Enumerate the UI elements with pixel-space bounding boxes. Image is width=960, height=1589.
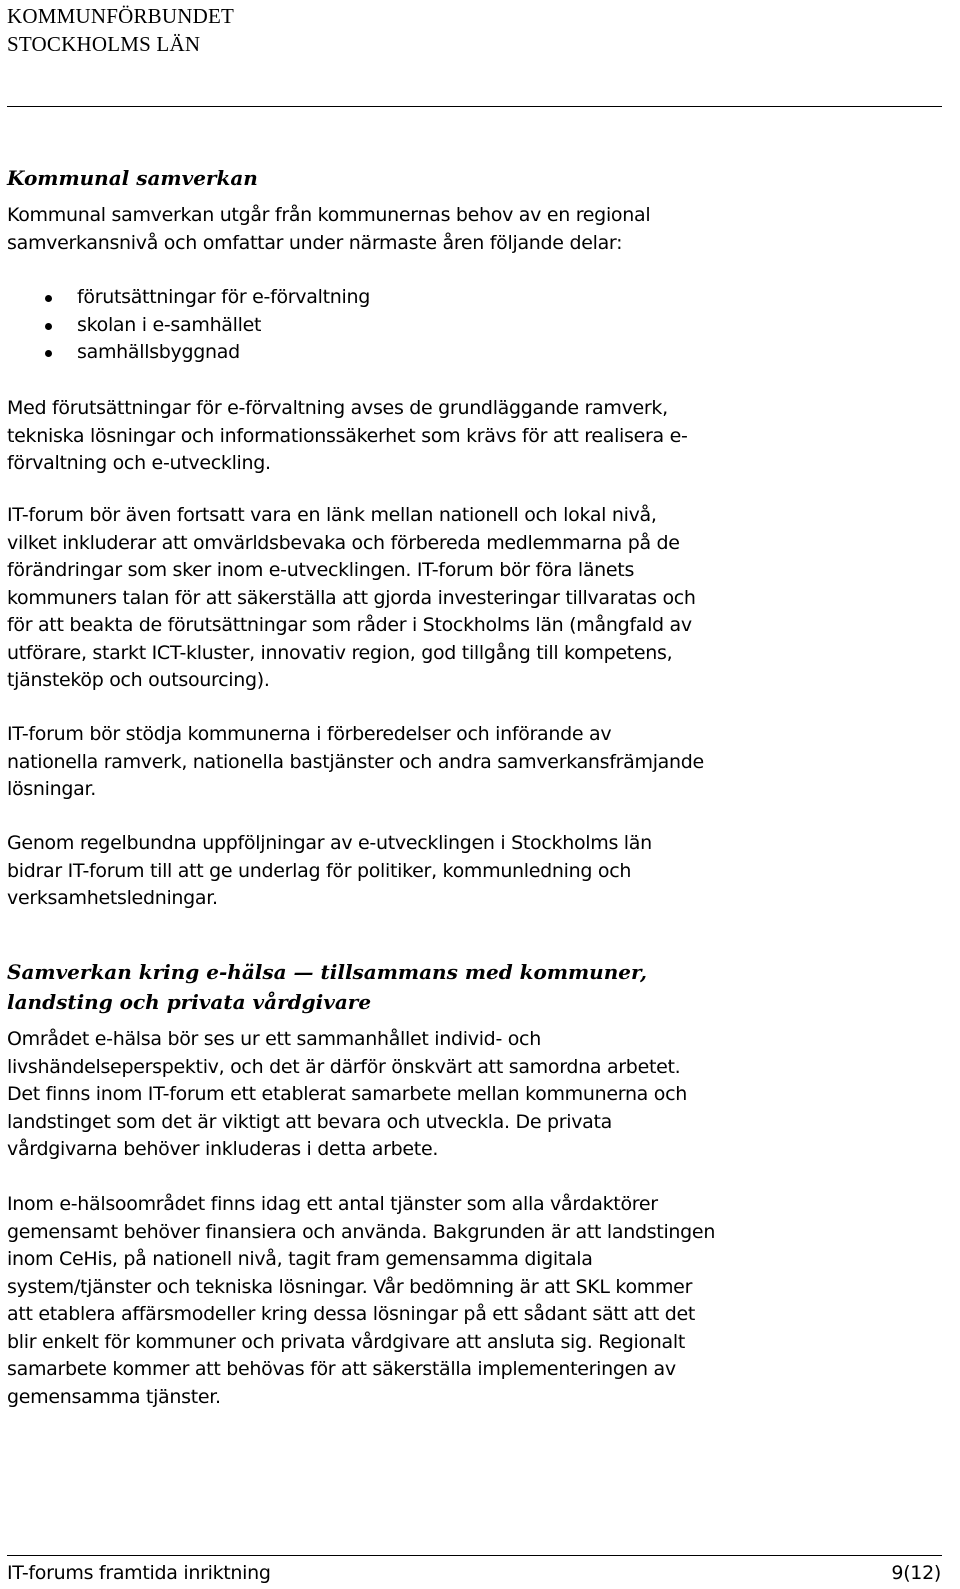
- header-divider: [7, 106, 942, 107]
- section-heading-e-halsa: Samverkan kring e-hälsa — tillsammans med kommuner, landsting och privata vårdgivare: [7, 960, 648, 1014]
- list-item: [0, 339, 370, 367]
- paragraph-e-halsa-omrade: Området e-hälsa bör ses ur ett sammanhållet individ- och livshändelseperspektiv, och det är därför önskvärt att samordna arbetet. Det finns inom IT-forum ett etablerat samarbete mellan kommunerna och landstinget som det är viktigt att bevara och utveckla. De privata vårdgivarna behöver inkluderas i detta arbete.: [7, 1028, 687, 1160]
- paragraph-uppfoljningar: Genom regelbundna uppföljningar av e-utvecklingen i Stockholms län bidrar IT-forum till att ge underlag för politiker, kommunledning och verksamhetsledningar.: [7, 832, 652, 909]
- paragraph-it-forum-stodja: IT-forum bör stödja kommunerna i förberedelser och införande av nationella ramverk, nationella bastjänster och andra samverkansfrämjande lösningar.: [7, 723, 704, 800]
- list-item: [0, 284, 370, 312]
- organization-name-line1: KOMMUNFÖRBUNDET: [7, 4, 235, 28]
- section-heading-kommunal-samverkan: Kommunal samverkan: [7, 166, 258, 190]
- organization-header: [7, 2, 234, 58]
- bullet-icon: [45, 323, 52, 330]
- organization-name-line2: STOCKHOLMS LÄN: [7, 32, 201, 56]
- footer-document-title: IT-forums framtida inriktning: [7, 1562, 271, 1584]
- list-item-text: förutsättningar för e-förvaltning: [77, 286, 370, 308]
- footer-page-number: 9(12): [891, 1562, 941, 1584]
- footer-divider: [7, 1555, 942, 1556]
- bullet-icon: [45, 295, 52, 302]
- list-item-text: samhällsbyggnad: [77, 341, 240, 363]
- bullet-list: [0, 284, 370, 367]
- bullet-icon: [45, 350, 52, 357]
- paragraph-e-halsa-tjanster: Inom e-hälsoområdet finns idag ett antal tjänster som alla vårdaktörer gemensamt behöver finansiera och använda. Bakgrunden är att landstingen inom CeHis, på nationell nivå, tagit fram gemensamma digitala system/tjänster och tekniska lösningar. Vår bedömning är att SKL kommer att etablera affärsmodeller kring dessa lösningar på ett sådant sätt att det blir enkelt för kommuner och privata vårdgivare att ansluta sig. Regionalt samarbete kommer att behövas för att säkerställa implementeringen av gemensamma tjänster.: [7, 1193, 716, 1408]
- paragraph-intro: Kommunal samverkan utgår från kommunernas behov av en regional samverkansnivå och omfattar under närmaste åren följande delar:: [7, 204, 651, 254]
- paragraph-it-forum-lank: IT-forum bör även fortsatt vara en länk mellan nationell och lokal nivå, vilket inkluderar att omvärldsbevaka och förbereda medlemmarna på de förändringar som sker inom e-utvecklingen. IT-forum bör föra länets kommuners talan för att säkerställa att gjorda investeringar tillvaratas och för att beakta de förutsättningar som råder i Stockholms län (mångfald av utförare, starkt ICT-kluster, innovativ region, god tillgång till kompetens, tjänsteköp och outsourcing).: [7, 504, 696, 691]
- list-item: [0, 312, 370, 340]
- paragraph-e-forvaltning: Med förutsättningar för e-förvaltning avses de grundläggande ramverk, tekniska lösningar och informationssäkerhet som krävs för att realisera e- förvaltning och e-utveckling.: [7, 397, 688, 474]
- list-item-text: skolan i e-samhället: [77, 313, 262, 336]
